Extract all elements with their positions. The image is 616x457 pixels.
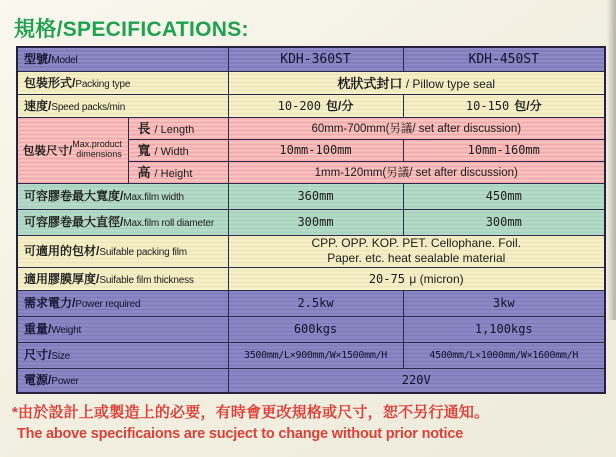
row-film-thickness [17, 267, 605, 290]
row-power-required [17, 290, 605, 316]
length-label-cell [128, 117, 228, 139]
speed-value-450-num: 10-150 [465, 98, 510, 113]
power-required-value-360: 2.5kw [228, 290, 403, 316]
film-width-label-cell [17, 183, 228, 209]
power-required-value-450: 3kw [403, 290, 605, 316]
weight-label-zh: 重量/ [24, 322, 52, 337]
roll-diameter-label-zh: 可容膠卷最大直徑/ [24, 215, 124, 229]
film-thickness-label-cell [17, 267, 228, 290]
width-label-zh: 寬 [137, 143, 151, 158]
speed-label-zh: 速度/ [24, 98, 52, 113]
row-power [17, 368, 605, 393]
power-required-label-cell [17, 290, 228, 316]
size-value-450: 4500mm/L×1000mm/W×1600mm/H [403, 342, 605, 368]
dimensions-label-en [72, 139, 122, 160]
speed-value-360-unit: 包/分 [326, 98, 354, 113]
film-thickness-value-num: 20-75 [368, 271, 405, 286]
film-width-value-450: 450mm [403, 183, 605, 209]
width-label-en: / Width [154, 146, 189, 158]
row-weight [17, 316, 605, 342]
row-film-width [17, 183, 605, 209]
dimensions-label-en-line1: Max.product [72, 138, 122, 149]
power-label-en: Power [51, 376, 79, 388]
width-value-450: 10mm-160mm [403, 139, 605, 161]
film-thickness-label-zh: 適用膠膜厚度/ [24, 271, 100, 286]
footnote [12, 401, 489, 442]
length-value: 60mm-700mm(另議/ set after discussion) [228, 117, 605, 139]
row-dimensions-length [17, 117, 605, 139]
weight-label-en: Weight [51, 325, 82, 337]
packing-film-value-line1: CPP. OPP. KOP. PET. Cellophane. Foil. [311, 235, 521, 250]
packing-type-label-en: Packing type [75, 78, 131, 90]
row-roll-diameter [17, 209, 605, 235]
packing-type-value-en: / Pillow type seal [402, 76, 496, 91]
size-label-zh: 尺寸/ [24, 348, 52, 363]
roll-diameter-label-cell [17, 209, 228, 235]
packing-film-label-cell [17, 235, 228, 267]
page-title: 規格/SPECIFICATIONS: [14, 18, 249, 41]
size-label-en: Size [51, 351, 70, 363]
row-speed [17, 94, 605, 117]
power-value: 220V [228, 368, 605, 393]
speed-value-360-num: 10-200 [277, 98, 321, 113]
speed-label-cell [17, 94, 228, 117]
footnote-zh: *由於設計上或製造上的必要，有時會更改規格或尺寸，恕不另行通知。 [12, 404, 490, 421]
row-model [17, 47, 605, 71]
length-label-en: / Length [154, 124, 195, 136]
weight-label-cell [17, 316, 228, 342]
film-thickness-value [228, 267, 605, 290]
model-value-360: KDH-360ST [228, 47, 403, 71]
dimensions-label-cell [17, 117, 128, 183]
length-label-zh: 長 [137, 121, 151, 136]
film-width-label-en: Max.film width [123, 192, 184, 203]
speed-value-450 [403, 94, 605, 117]
specifications-table [16, 46, 606, 394]
width-value-360: 10mm-100mm [228, 139, 403, 161]
height-value: 1mm-120mm(另議/ set after discussion) [228, 161, 605, 183]
film-width-label-zh: 可容膠卷最大寬度/ [24, 189, 124, 203]
power-label-zh: 電源/ [24, 373, 52, 388]
roll-diameter-label-en: Max.film roll diameter [123, 218, 214, 229]
packing-film-value-line2: Paper. etc. heat sealable material [327, 251, 506, 266]
row-size [17, 342, 605, 368]
packing-type-label-cell [17, 71, 228, 94]
packing-type-label-zh: 包裝形式/ [24, 75, 76, 90]
dimensions-label-zh: 包裝尺寸/ [23, 145, 73, 158]
height-label-zh: 高 [137, 165, 151, 180]
height-label-en: / Height [154, 168, 193, 180]
power-required-label-en: Power required [75, 299, 141, 311]
power-required-label-zh: 需求電力/ [24, 296, 76, 311]
dimensions-label-en-line2: dimensions [76, 149, 122, 159]
power-label-cell [17, 368, 228, 393]
size-value-360: 3500mm/L×900mm/W×1500mm/H [228, 342, 403, 368]
model-label-zh: 型號/ [24, 52, 52, 67]
film-width-value-360: 360mm [228, 183, 403, 209]
speed-value-450-unit: 包/分 [514, 98, 542, 113]
model-label-en: Model [51, 55, 78, 67]
speed-label-en: Speed packs/min [51, 101, 126, 113]
model-value-450: KDH-450ST [403, 47, 605, 71]
scan-edge-shadow [607, 0, 616, 320]
packing-type-value-zh: 枕狀式封口 [337, 75, 403, 91]
roll-diameter-value-450: 300mm [403, 209, 605, 235]
height-label-cell [128, 161, 228, 183]
packing-film-label-zh: 可適用的包材/ [24, 244, 100, 259]
weight-value-450: 1,100kgs [403, 316, 605, 342]
model-label-cell [17, 47, 228, 71]
weight-value-360: 600kgs [228, 316, 403, 342]
row-packing-film [17, 235, 605, 267]
size-label-cell [17, 342, 228, 368]
row-packing-type [17, 71, 605, 94]
film-thickness-value-unit: μ (micron) [409, 271, 464, 286]
packing-type-value [228, 71, 605, 94]
speed-value-360 [228, 94, 403, 117]
film-thickness-label-en: Suifable film thickness [99, 274, 194, 286]
packing-film-value [228, 235, 605, 267]
roll-diameter-value-360: 300mm [228, 209, 403, 235]
footnote-en: The above specificaions are sucject to change without prior notice [17, 426, 464, 442]
packing-film-label-en: Suifable packing film [99, 247, 187, 259]
width-label-cell [128, 139, 228, 161]
